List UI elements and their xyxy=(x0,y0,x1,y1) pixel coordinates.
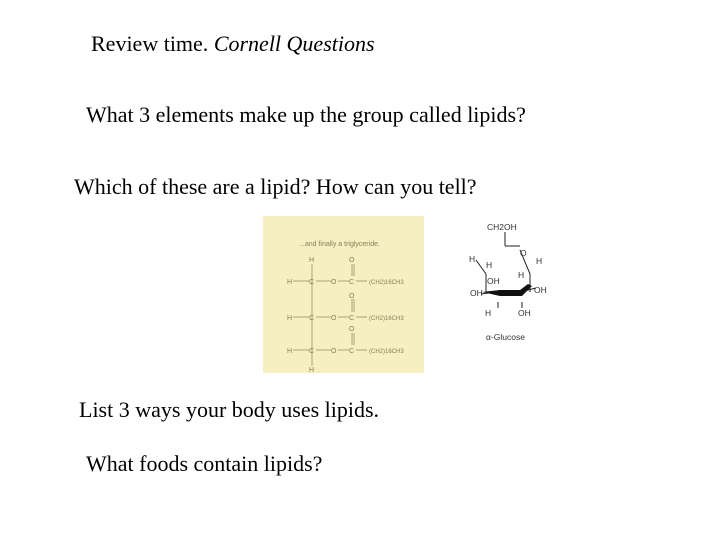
glucose-label: O xyxy=(520,248,527,258)
glucose-label: H xyxy=(486,260,493,270)
glucose-label: OH xyxy=(487,276,500,286)
glucose-label: H xyxy=(469,254,476,264)
fatty-acid-tail: (CH2)16CH3 xyxy=(369,349,404,355)
atom-h: H xyxy=(309,257,315,264)
atom-h: H xyxy=(287,315,293,322)
title-italic: Cornell Questions xyxy=(213,31,375,56)
fatty-acid-tail: (CH2)16CH3 xyxy=(369,316,404,322)
atom-o: O xyxy=(349,326,355,333)
question-elements: What 3 elements make up the group called lipids? xyxy=(86,102,526,127)
atom-o: O xyxy=(349,293,355,300)
atom-h: H xyxy=(287,348,293,355)
slide-title xyxy=(91,31,375,57)
atom-h: H xyxy=(309,367,315,373)
glucose-label: OH xyxy=(470,288,483,298)
atom-o: O xyxy=(349,257,355,264)
title-prefix: Review time. xyxy=(91,31,214,56)
question-body-uses: List 3 ways your body uses lipids. xyxy=(79,397,380,422)
atom-h: H xyxy=(287,279,293,286)
question-foods: What foods contain lipids? xyxy=(86,451,323,476)
glucose-label: OH xyxy=(518,308,531,318)
triglyceride-structure-image xyxy=(263,216,424,373)
atom-c: C xyxy=(349,279,355,286)
glucose-label: H xyxy=(536,256,543,266)
atom-o: O xyxy=(331,315,337,322)
glucose-label: OH xyxy=(534,285,547,295)
atom-c: C xyxy=(349,348,355,355)
glucose-structure-image xyxy=(462,216,562,346)
glucose-label: H xyxy=(518,270,525,280)
triglyceride-caption: ...and finally a triglyceride. xyxy=(299,241,380,248)
glucose-name: α-Glucose xyxy=(486,332,525,342)
atom-c: C xyxy=(349,315,355,322)
atom-o: O xyxy=(331,279,337,286)
question-which-lipid: Which of these are a lipid? How can you tell? xyxy=(74,174,477,199)
glucose-label: H xyxy=(485,308,492,318)
atom-c: C xyxy=(309,279,315,286)
glucose-top-group: CH2OH xyxy=(487,222,517,232)
fatty-acid-tail: (CH2)16CH3 xyxy=(369,280,404,286)
atom-c: C xyxy=(309,315,315,322)
atom-c: C xyxy=(309,348,315,355)
atom-o: O xyxy=(331,348,337,355)
